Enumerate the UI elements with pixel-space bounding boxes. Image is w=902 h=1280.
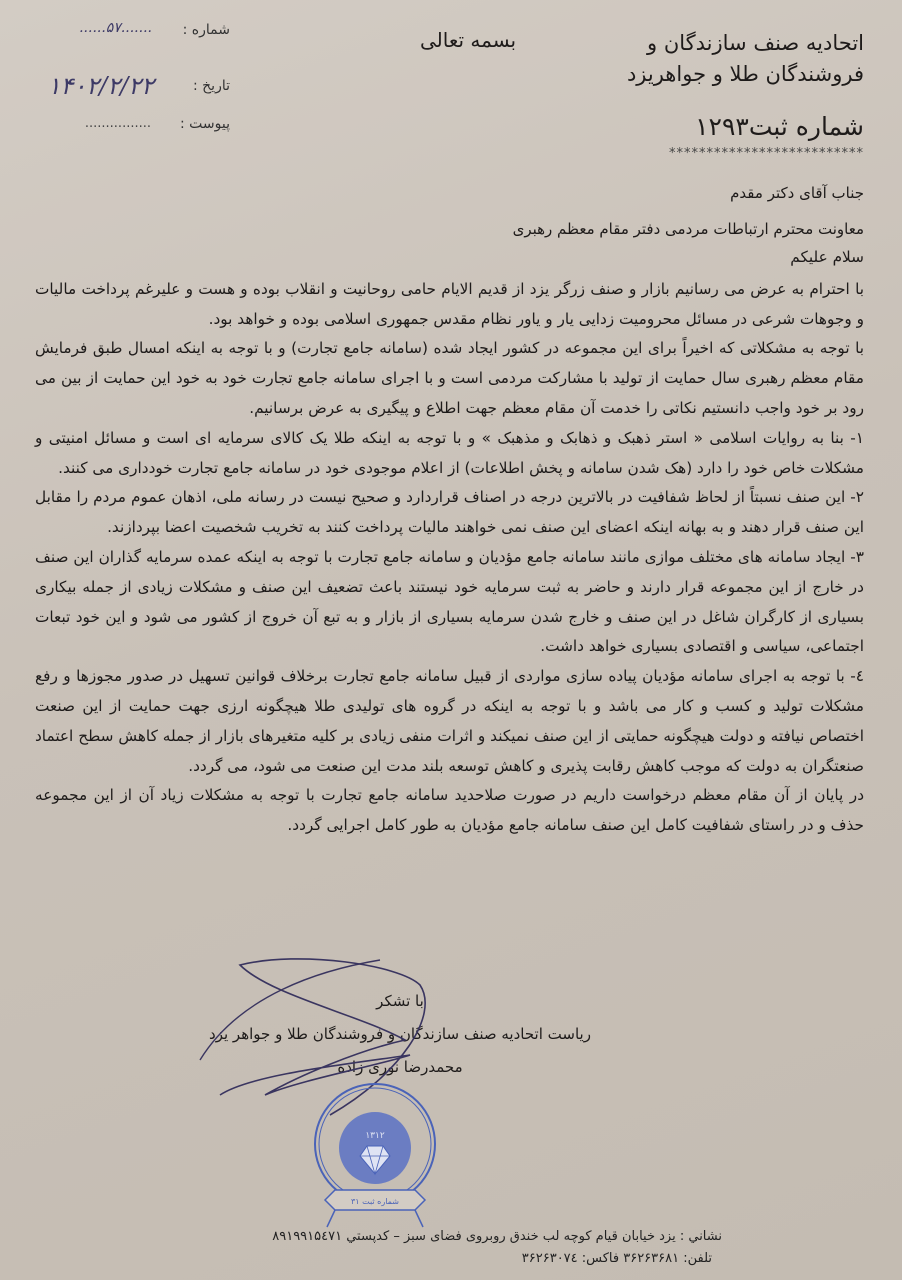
date-label: تاریخ :	[192, 78, 230, 94]
paragraph-point-3: ۳- ایجاد سامانه های مختلف موازی مانند سامانه جامع مؤدیان و سامانه جامع تجارت با توجه به اینکه عمده سرمایه گذاران این صنف در خارج از این مجموعه قرار دارند و حاضر به ثبت سرمایه خود نیستند باعث تضعیف این صنف و مشکلات زیادی از جمله بیکاری بسیاری از کارگران شاغل در این صنف و خارج شدن سرمایه بسیاری از بازار و به تبع آن خروج از کشور می شود و این خود تبعات اجتماعی، سیاسی و اقتصادی بسیاری خواهد داشت.	[35, 547, 864, 656]
recipient-title: معاونت محترم ارتباطات مردمی دفتر مقام معظم رهبری	[512, 220, 864, 238]
paragraph-context: با توجه به مشکلاتی که اخیراً برای این مجموعه در کشور ایجاد شده (سامانه جامع تجارت) و با توجه به اینکه امسال طبق فرمایش مقام معظم رهبری سال حمایت از تولید با مشارکت مردمی است و با اجرای سامانه جامع تجارت خود به خود این حمایت از بین می رود بر خود واجب دانستیم نکاتی را خدمت آن مقام معظم جهت اطلاع و پیگیری به عرض برسانیم.	[35, 339, 864, 417]
footer-address: نشاني : يزد خيابان قيام كوچه لب خندق روبروی فضای سبز – کدپستي ۸۹۱۹۹۱۵٤۷۱	[272, 1229, 722, 1244]
paragraph-point-4: ٤- با توجه به اجرای سامانه مؤدیان پیاده سازی مواردی از قبیل سامانه جامع تجارت برخلاف قوانین تسهیل در صدور مجوزها و رفع مشکلات تولید و کسب و کار می باشد و با توجه به اینکه در گروه های تولیدی طلا هیچگونه ارزی جهت حمایت از این صنعت اختصاص نیافته و دولت هیچگونه حمایتی از این صنف نمیکند و اثرات منفی زیادی بر کلیه متغیرهای بازار از جمله کاهش سطح اعتماد صنعتگران به دولت که موجب کاهش رقابت پذیری و کاهش توسعه بلند مدت این صنعت می شود، می گردد.	[35, 667, 864, 775]
greeting: سلام علیکم	[790, 248, 864, 266]
number-label: شماره :	[182, 22, 230, 38]
svg-text:۱۳۱۲: ۱۳۱۲	[365, 1131, 385, 1141]
paragraph-conclusion: در پایان از آن مقام معظم درخواست داریم در صورت صلاحدید سامانه جامع تجارت با توجه به مشکلات زیاد آن از این مجموعه حذف و در راستای شفافیت کامل این صنف سامانه جامع مؤدیان به طور کامل اجرایی گردد.	[35, 786, 864, 835]
separator-stars: **************************	[669, 146, 864, 161]
official-seal-icon	[305, 1082, 455, 1232]
attachment-label: پیوست :	[180, 116, 230, 132]
bismillah-heading: بسمه تعالی	[420, 28, 517, 52]
org-line-1: اتحادیه صنف سازندگان و	[647, 31, 864, 55]
org-line-2: فروشندگان طلا و جواهریزد	[626, 62, 864, 86]
paragraph-point-2: ۲- این صنف نسبتاً از لحاظ شفافیت در بالاترین درجه در اصناف قراردارد و صحیح نیست در رسانه ملی، اذهان عموم مردم را مقابل این صنف قرار دهند و به بهانه اینکه اعضای این صنف نمی خواهند مالیات پرداخت کنند به تخریب شخصیت اعضا بپردازند.	[35, 488, 864, 537]
recipient-block	[513, 175, 864, 247]
closing-thanks: با تشکر	[376, 992, 424, 1010]
attachment-value: ................	[84, 116, 151, 131]
organization-name	[534, 28, 864, 90]
footer-contact	[272, 1226, 722, 1270]
registration-number: شماره ثبت۱۲۹۳	[695, 112, 864, 141]
footer-phone-fax: تلفن: ۳۶۲۶۳۶۸۱ فاکس: ۳۶۲۶۳۰۷٤	[521, 1251, 712, 1266]
letter-body	[35, 243, 864, 841]
recipient-name: جناب آقای دکتر مقدم	[730, 184, 864, 202]
signatory-name: محمدرضا نوری زاده	[337, 1058, 463, 1076]
svg-text:شماره ثبت ۳۱: شماره ثبت ۳۱	[351, 1197, 399, 1206]
paragraph-intro: با احترام به عرض می رسانیم بازار و صنف زرگر یزد از قدیم الایام حامی روحانیت و انقلاب بوده و هست و علیرغم پرداخت مالیات و وجوهات شرعی در مسائل محرومیت زدایی یار و یاور نظام مقدس جمهوری اسلامی بوده و خواهد بود.	[35, 279, 864, 328]
number-value: ......۵۷.......	[79, 20, 152, 36]
date-value: ۱۴۰۲/۲/۲۲	[47, 72, 154, 100]
signatory-title: ریاست اتحادیه صنف سازندگان و فروشندگان طلا و جواهر یزد	[209, 1025, 591, 1043]
paragraph-point-1: ۱- بنا به روایات اسلامی « استر ذهبک و ذهابک و مذهبک » و با توجه به اینکه طلا یک کالای سرمایه ای است و مسائل امنیتی و مشکلات خاص خود را دارد (هک شدن سامانه و پخش اطلاعات) از اعلام موجودی خود در سامانه جامع تجارت خودداری می کنند.	[35, 428, 864, 477]
